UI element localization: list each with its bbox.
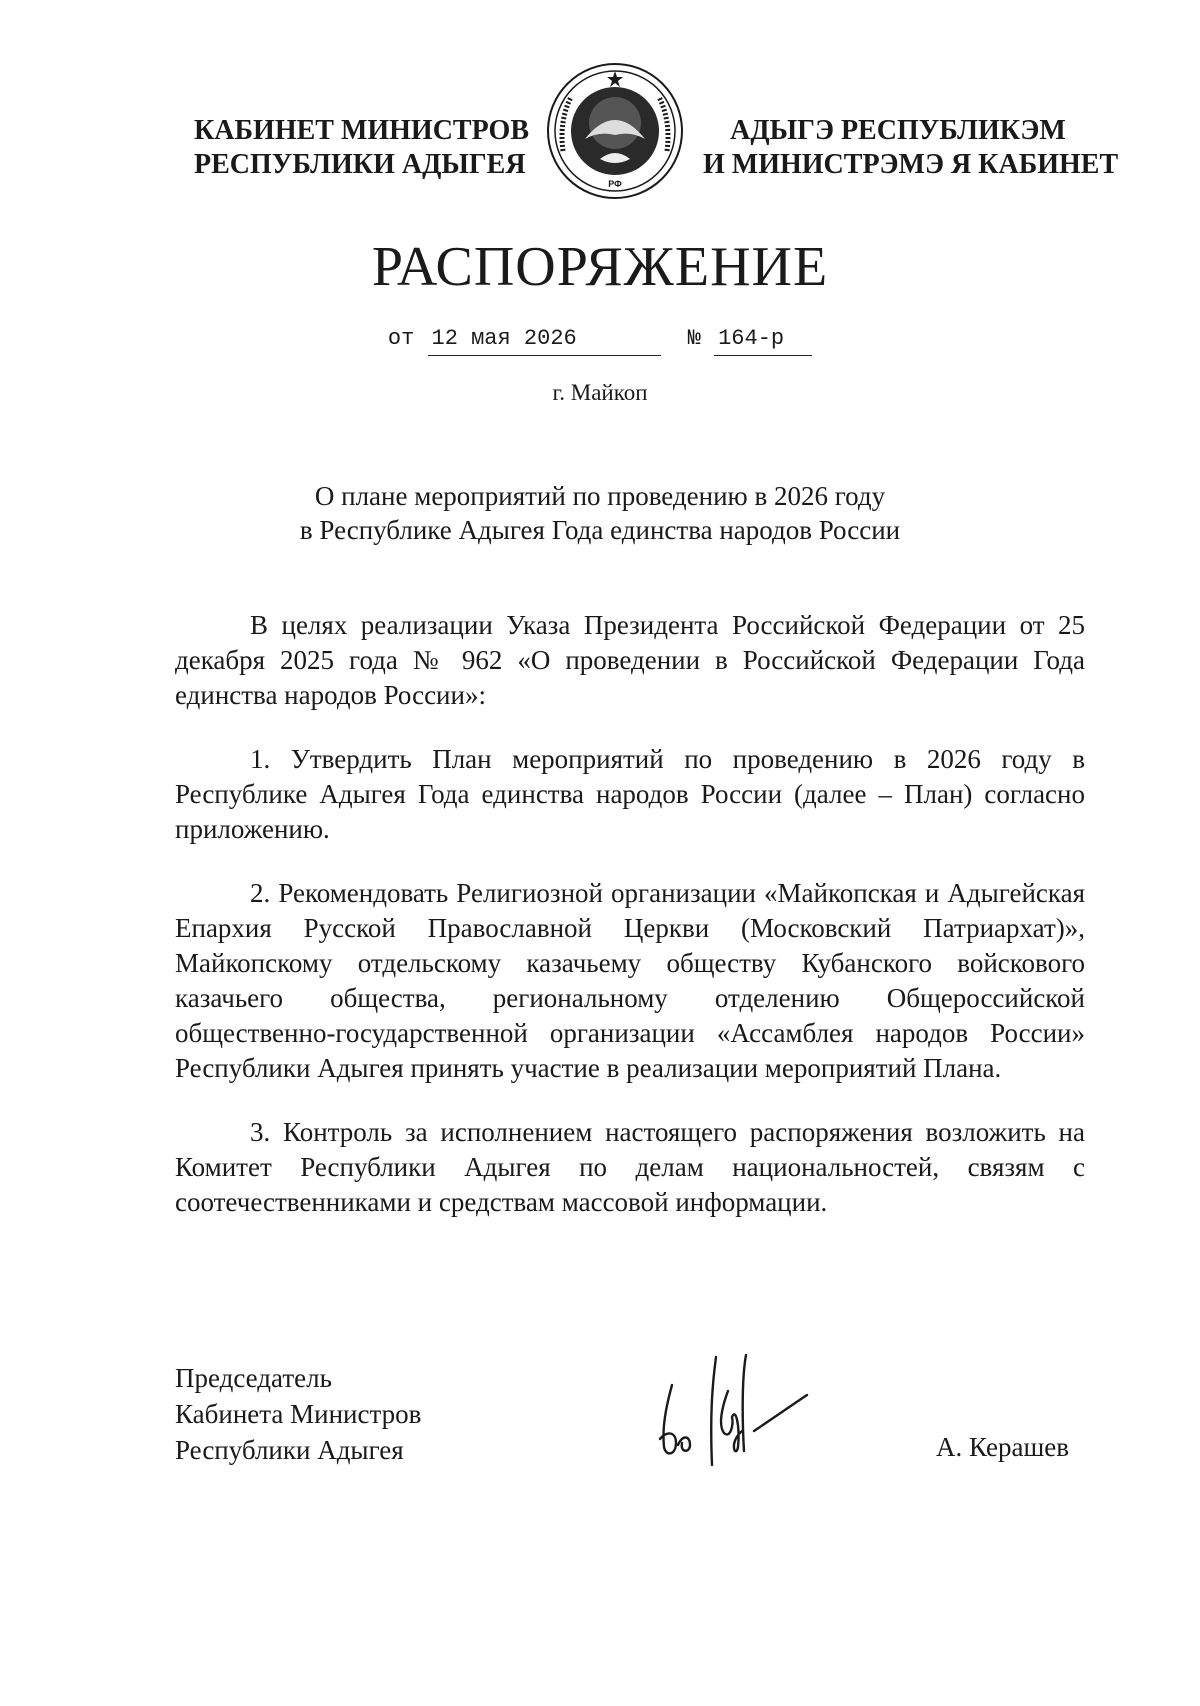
issuer-ady-line1: АДЫГЭ РЕСПУБЛИКЭМ [730,115,1066,146]
issuer-ady-line2: И МИНИСТРЭМЭ Я КАБИНЕТ [703,149,1119,180]
subject-line1: О плане мероприятий по проведению в 2026 году [314,481,886,511]
preamble-paragraph: В целях реализации Указа Президента Российской Федерации от 25 декабря 2025 года № 962 «О проведении в Российской Федерации Года единства народов России»: [175,610,1085,710]
handwritten-signature [642,1347,812,1472]
body [175,608,1085,1249]
issuer-ru [194,114,530,182]
signatory-name: А. Керашев [936,1432,1069,1462]
emblem-bottom-text: РФ [608,179,622,189]
clause-2: 2. Рекомендовать Религиозной организации «Майкопская и Адыгейская Епархия Русской Православной Церкви (Московский Патриархат)», Майкопскому отдельскому казачьему обществу Кубанского войскового казачьего общества, региональному отделению Общероссийской общественно-государственной организации «Ассамблея народов России» Республики Адыгея принять участие в реализации мероприятий Плана. [175,878,1085,1083]
clause-1: 1. Утвердить План мероприятий по проведению в 2026 году в Республике Адыгея Года единства народов России (далее – План) согласно приложению. [175,744,1085,844]
number-label: № [687,326,701,351]
document-subject [0,479,1200,547]
signatory-title-line1: Председатель [175,1363,332,1393]
issuer-ru-line2: РЕСПУБЛИКИ АДЫГЕЯ [194,149,526,180]
date-label: от [387,326,415,351]
issuer-ru-line1: КАБИНЕТ МИНИСТРОВ [194,115,530,146]
date-number-line [0,324,1200,356]
coat-of-arms-icon [545,61,685,201]
document-number: 164-р [714,324,812,356]
subject-line2: в Республике Адыгея Года единства народов России [299,515,901,545]
city: г. Майкоп [552,380,648,405]
signatory-title-line3: Республики Адыгея [175,1435,404,1465]
document-type-title: РАСПОРЯЖЕНИЕ [371,236,829,298]
signatory-title-line2: Кабинета Министров [175,1399,422,1429]
clause-3: 3. Контроль за исполнением настоящего распоряжения возложить на Комитет Республики Адыгея по делам национальностей, связям с соотечественниками и средствам массовой информации. [175,1117,1085,1217]
document-date: 12 мая 2026 [428,324,661,356]
signatory-title [175,1360,421,1468]
issuer-ady [703,114,1119,182]
